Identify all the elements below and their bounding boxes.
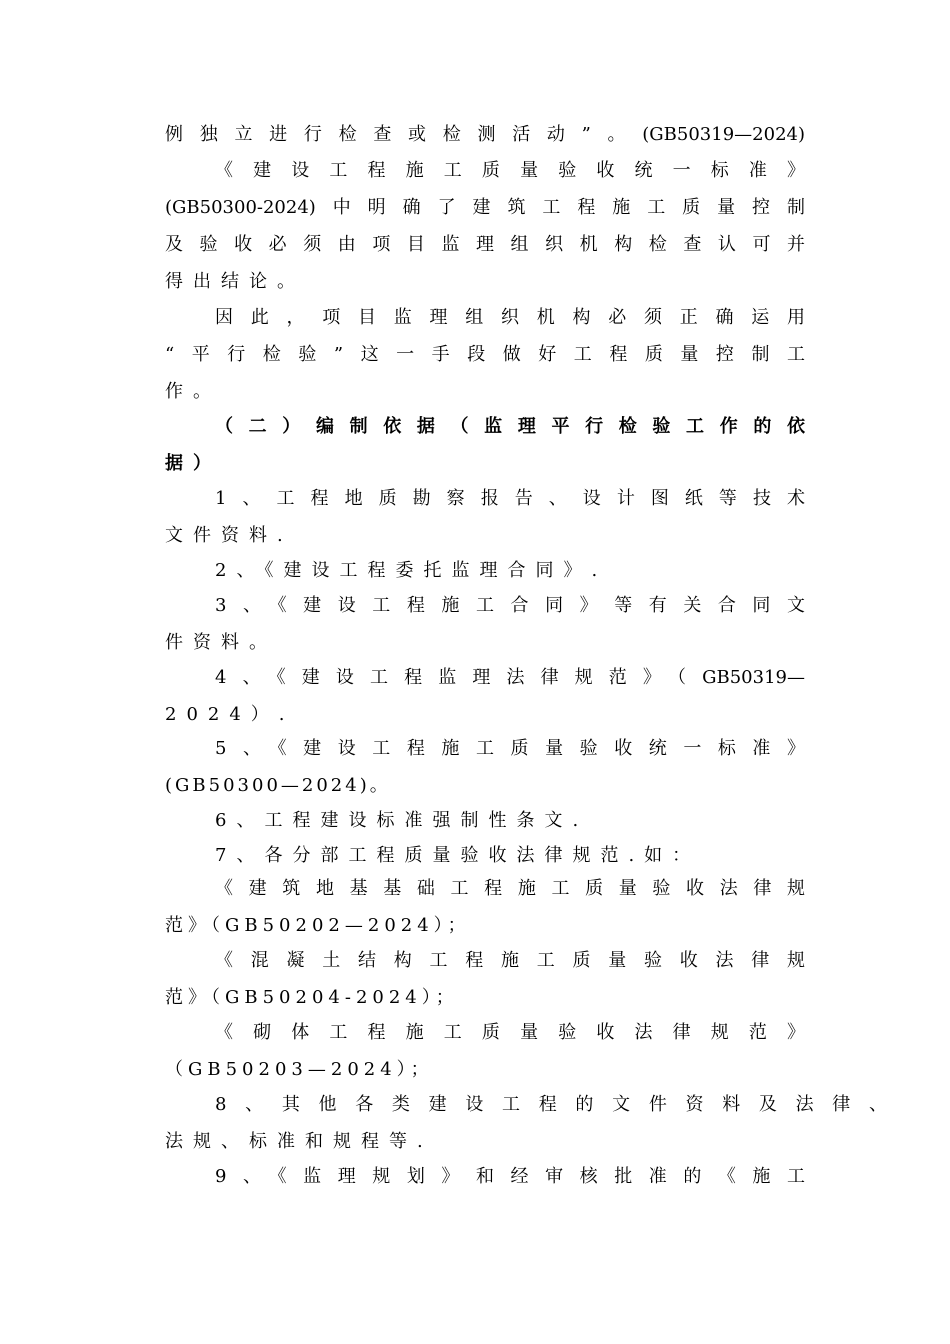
- text-line: 《建设工程施工质量验收统一标准》: [215, 160, 805, 181]
- list-item: 8、其他各类建设工程的文件资料及法律、: [215, 1094, 887, 1115]
- text-line: 法规、标准和规程等.: [165, 1131, 433, 1152]
- text-line: 得出结论。: [165, 271, 305, 292]
- text-line: 件资料。: [165, 632, 277, 653]
- text-line: 例独立进行检查或检测活动”。(GB50319—2024): [165, 124, 805, 145]
- list-item: 5、《建设工程施工质量验收统一标准》: [215, 738, 805, 759]
- list-item: 2、《建设工程委托监理合同》.: [215, 560, 608, 581]
- text-line: 因此，项目监理组织机构必须正确运用: [215, 307, 805, 328]
- text-line: 文件资料.: [165, 525, 293, 546]
- text-line: (GB50300—2024)。: [165, 775, 391, 796]
- list-item: 6、工程建设标准强制性条文.: [215, 810, 589, 831]
- text-line: 范》（GB50202—2024）；: [165, 915, 471, 936]
- list-item: 7、各分部工程质量验收法律规范.如：: [215, 845, 701, 866]
- text-line: 范》（GB50204-2024）；: [165, 987, 459, 1008]
- section-heading: 据）: [165, 453, 221, 474]
- list-item: 3、《建设工程施工合同》等有关合同文: [215, 595, 805, 616]
- text-line: （GB50203—2024）；: [165, 1059, 434, 1080]
- text-line: 《混凝土结构工程施工质量验收法律规: [215, 950, 805, 971]
- text-line: 及验收必须由项目监理组织机构检查认可并: [165, 234, 805, 255]
- text-line: 2024）.: [165, 704, 295, 725]
- list-item: 9、《监理规划》和经审核批准的《施工: [215, 1166, 805, 1187]
- section-heading: （二）编制依据（监理平行检验工作的依: [215, 416, 805, 437]
- text-line: 《建筑地基基础工程施工质量验收法律规: [215, 878, 805, 899]
- text-line: 《砌体工程施工质量验收法律规范》: [215, 1022, 805, 1043]
- list-item: 4、《建设工程监理法律规范》（GB50319—: [215, 667, 805, 688]
- text-line: “平行检验”这一手段做好工程质量控制工: [165, 344, 805, 365]
- list-item: 1、工程地质勘察报告、设计图纸等技术: [215, 488, 805, 509]
- text-line: 作。: [165, 381, 221, 402]
- text-line: (GB50300-2024)中明确了建筑工程施工质量控制: [165, 197, 805, 218]
